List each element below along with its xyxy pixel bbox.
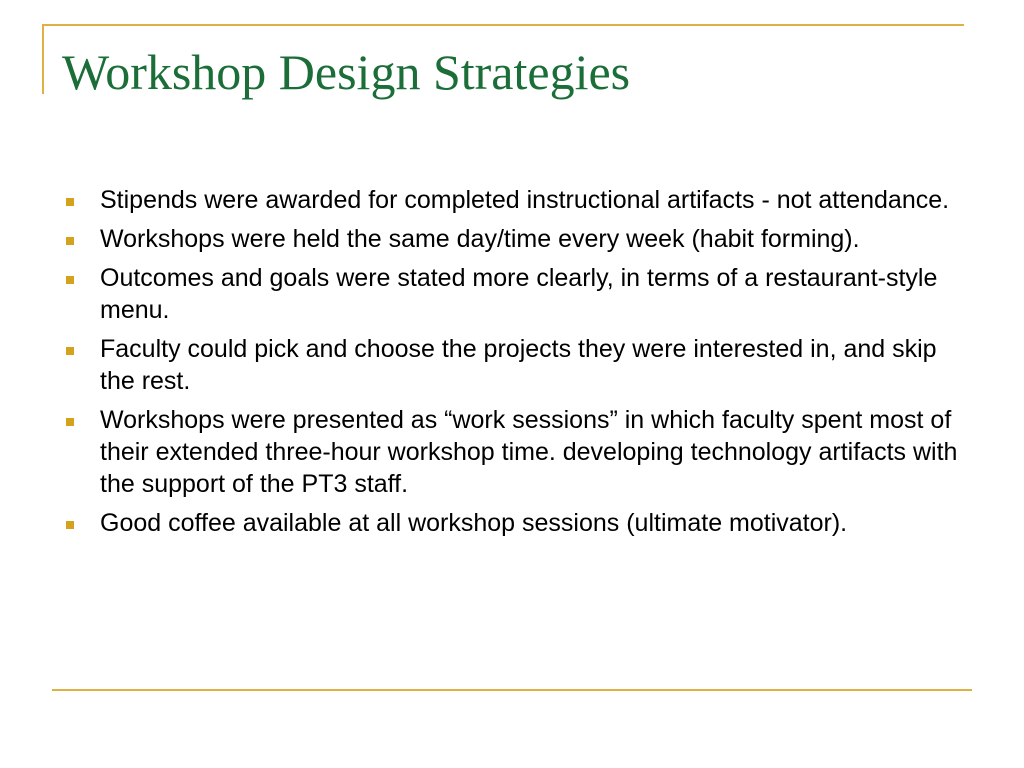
slide-title: Workshop Design Strategies <box>62 44 631 100</box>
bullet-text: Workshops were held the same day/time every week (habit forming). <box>100 225 860 253</box>
square-bullet-icon <box>66 276 74 284</box>
bottom-accent-rule <box>52 689 972 691</box>
square-bullet-icon <box>66 198 74 206</box>
bullet-item <box>62 404 962 500</box>
bullet-item <box>62 223 962 255</box>
bullet-list <box>62 184 962 546</box>
bullet-text: Faculty could pick and choose the projects they were interested in, and skip the rest. <box>100 335 937 395</box>
square-bullet-icon <box>66 237 74 245</box>
bullet-text: Stipends were awarded for completed instructional artifacts - not attendance. <box>100 186 950 214</box>
bullet-text: Good coffee available at all workshop sessions (ultimate motivator). <box>100 509 848 537</box>
bullet-item <box>62 262 962 326</box>
bullet-item <box>62 184 962 216</box>
square-bullet-icon <box>66 521 74 529</box>
top-accent-rule <box>42 24 964 26</box>
square-bullet-icon <box>66 418 74 426</box>
bullet-text: Workshops were presented as “work sessions” in which faculty spent most of their extended three-hour workshop time. developing technology artifacts with the support of the PT3 staff. <box>100 406 958 498</box>
left-accent-rule <box>42 24 44 94</box>
square-bullet-icon <box>66 347 74 355</box>
bullet-item <box>62 333 962 397</box>
bullet-text: Outcomes and goals were stated more clearly, in terms of a restaurant-style menu. <box>100 264 938 324</box>
bullet-item <box>62 507 962 539</box>
